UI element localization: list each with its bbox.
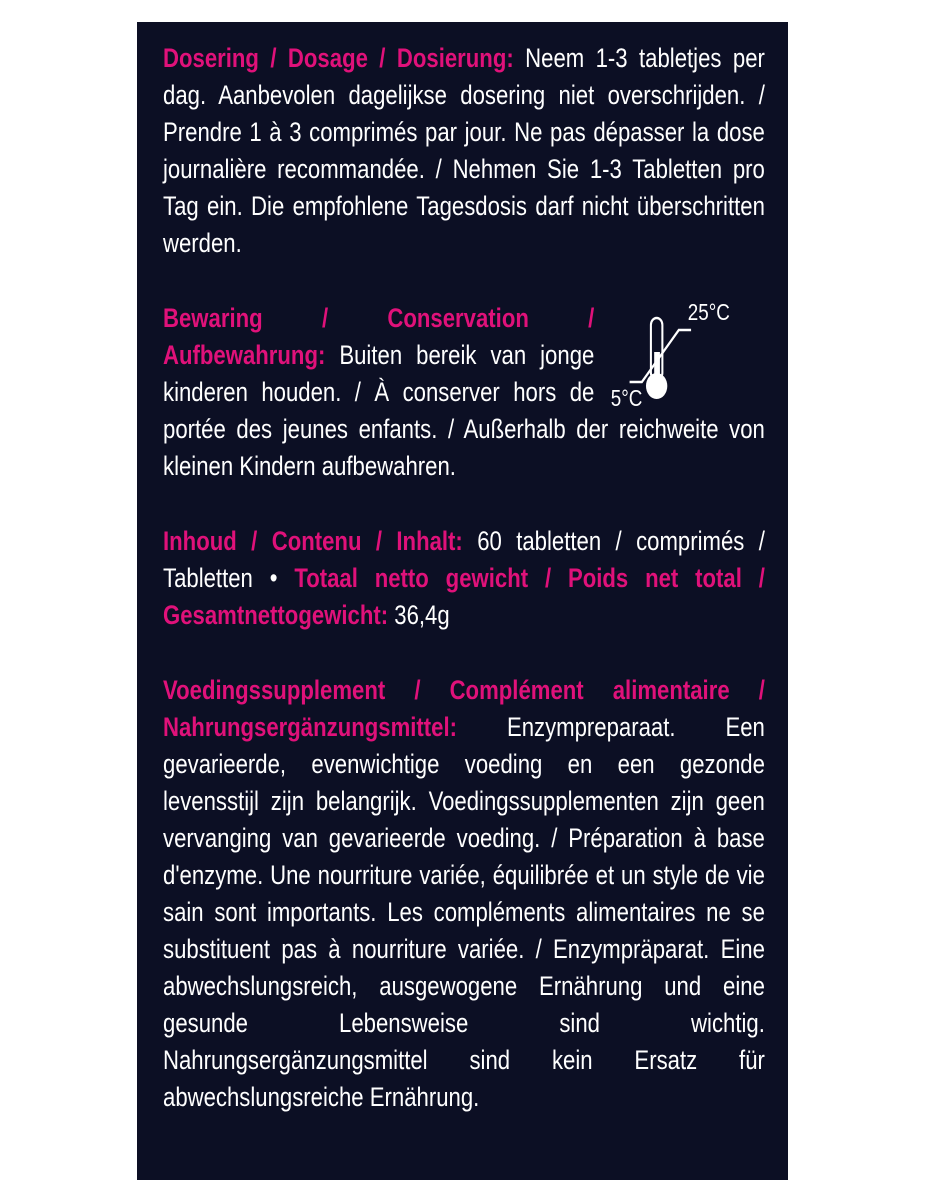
label-content bbox=[163, 40, 765, 1154]
contents-section bbox=[163, 523, 765, 634]
dosage-heading: Dosering / Dosage / Dosierung: bbox=[163, 43, 514, 73]
temp-max: 25°C bbox=[687, 300, 730, 326]
supplement-text: Enzympreparaat. Een gevarieerde, evenwichtige voeding en een gezonde levensstijl zijn belangrijk. Voedingssupplementen zijn geen vervanging van gevarieerde voeding. / Préparation à base d'enzyme. Une nourriture variée, équilibrée et un style de vie sain sont importants. Les compléments alimentaires ne se substituent pas à nourriture variée. / Enzympräparat. Eine abwechslungsreich, ausgewogene Ernährung und eine gesunde Lebensweise sind wichtig. Nahrungsergänzungsmittel sind kein Ersatz für abwechslungsreiche Ernährung. bbox=[163, 712, 765, 1112]
label-panel bbox=[137, 22, 788, 1180]
temp-min: 5°C bbox=[610, 386, 643, 411]
dosage-text: Neem 1-3 tabletjes per dag. Aanbevolen dagelijkse dosering niet overschrijden. / Prendre 1 à 3 comprimés par jour. Ne pas dépasser la dose journalière recommandée. / Nehmen Sie 1-3 Tabletten pro Tag ein. Die empfohlene Tagesdosis darf nicht überschritten werden. bbox=[163, 43, 765, 258]
storage-heading: Bewaring / Conservation / Aufbewahrung: bbox=[163, 303, 595, 370]
thermometer-icon bbox=[601, 300, 765, 411]
supplement-heading: Voedingssupplement / Complément alimentaire / Nahrungsergänzungsmittel: bbox=[163, 675, 765, 742]
contents-heading: Inhoud / Contenu / Inhalt: bbox=[163, 526, 463, 556]
storage-text: Buiten bereik van jonge kinderen houden. / À conserver hors de portée des jeunes enfants. / Außerhalb der reichweite von kleinen Kindern aufbewahren. bbox=[163, 340, 765, 481]
weight-heading: Totaal netto gewicht / Poids net total / Gesamtnettogewicht: bbox=[163, 563, 765, 630]
weight-value: 36,4g bbox=[388, 600, 450, 630]
contents-text: 60 tabletten / comprimés / Tabletten • bbox=[163, 526, 765, 593]
storage-section bbox=[163, 300, 765, 485]
supplement-section bbox=[163, 672, 765, 1116]
dosage-section bbox=[163, 40, 765, 262]
